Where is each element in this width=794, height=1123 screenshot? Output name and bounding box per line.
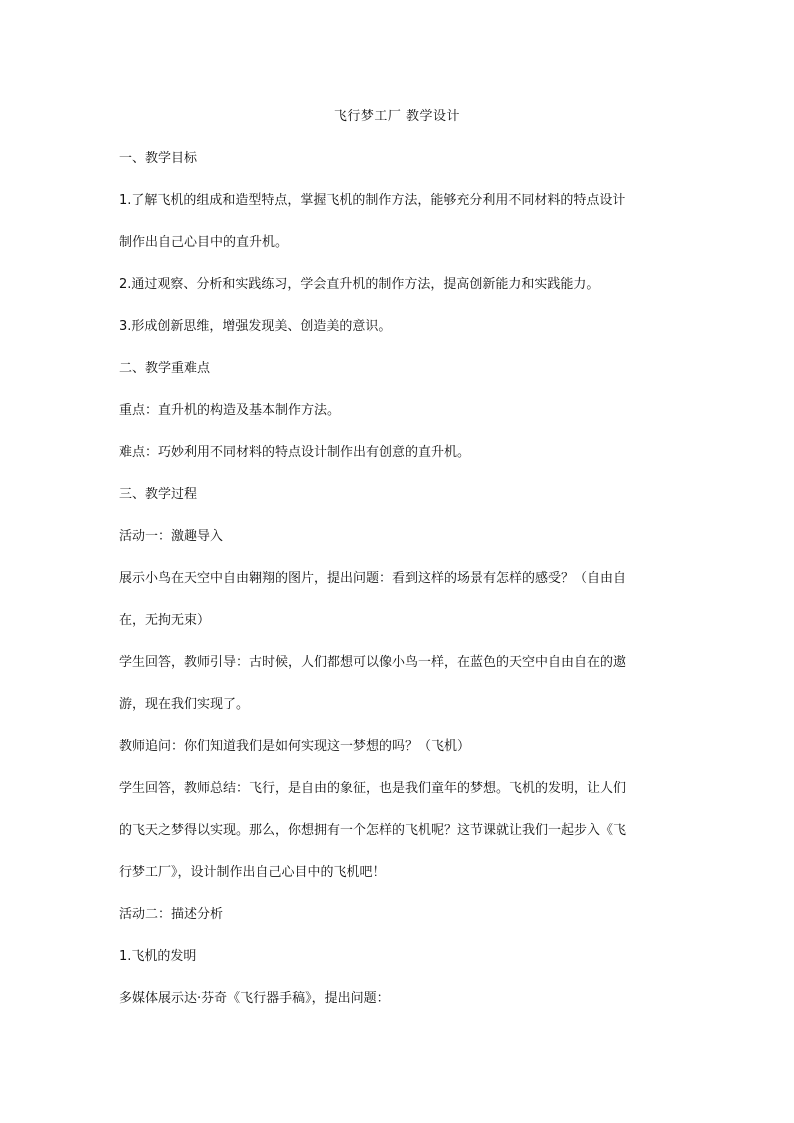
paragraph-line: 2.通过观察、分析和实践练习，学会直升机的制作方法，提高创新能力和实践能力。: [119, 277, 600, 292]
paragraph-line: 学生回答，教师总结：飞行，是自由的象征，也是我们童年的梦想。飞机的发明，让人们: [119, 781, 627, 796]
paragraph-line: 3.形成创新思维，增强发现美、创造美的意识。: [119, 319, 392, 334]
paragraph-line: 学生回答，教师引导：古时候，人们都想可以像小鸟一样，在蓝色的天空中自由自在的遨: [119, 655, 627, 670]
paragraph-line: 在，无拘无束）: [119, 613, 211, 628]
section-heading-key-points: 二、教学重难点: [119, 361, 211, 376]
document-body: [119, 150, 677, 1008]
activity-heading: 活动二：描述分析: [119, 907, 224, 922]
paragraph-line: 的飞天之梦得以实现。那么，你想拥有一个怎样的飞机呢？这节课就让我们一起步入《飞: [119, 823, 627, 838]
section-heading-process: 三、教学过程: [119, 487, 198, 502]
paragraph-line: 游，现在我们实现了。: [119, 697, 250, 712]
subsection-heading: 1.飞机的发明: [119, 949, 197, 964]
paragraph-line: 展示小鸟在天空中自由翱翔的图片，提出问题：看到这样的场景有怎样的感受？（自由自: [119, 571, 627, 586]
activity-heading: 活动一：激趣导入: [119, 529, 224, 544]
paragraph-line: 难点：巧妙利用不同材料的特点设计制作出有创意的直升机。: [119, 445, 471, 460]
paragraph-line: 1.了解飞机的组成和造型特点，掌握飞机的制作方法，能够充分利用不同材料的特点设计: [119, 193, 626, 208]
paragraph-line: 重点：直升机的构造及基本制作方法。: [119, 403, 341, 418]
paragraph-line: 制作出自己心目中的直升机。: [119, 235, 289, 250]
section-heading-objectives: 一、教学目标: [119, 151, 198, 166]
document-title: 飞行梦工厂 教学设计: [333, 109, 461, 124]
paragraph-line: 行梦工厂》，设计制作出自己心目中的飞机吧！: [119, 865, 386, 880]
paragraph-line: 教师追问：你们知道我们是如何实现这一梦想的吗？（飞机）: [119, 739, 471, 754]
paragraph-line: 多媒体展示达·芬奇《飞行器手稿》，提出问题：: [119, 991, 390, 1006]
